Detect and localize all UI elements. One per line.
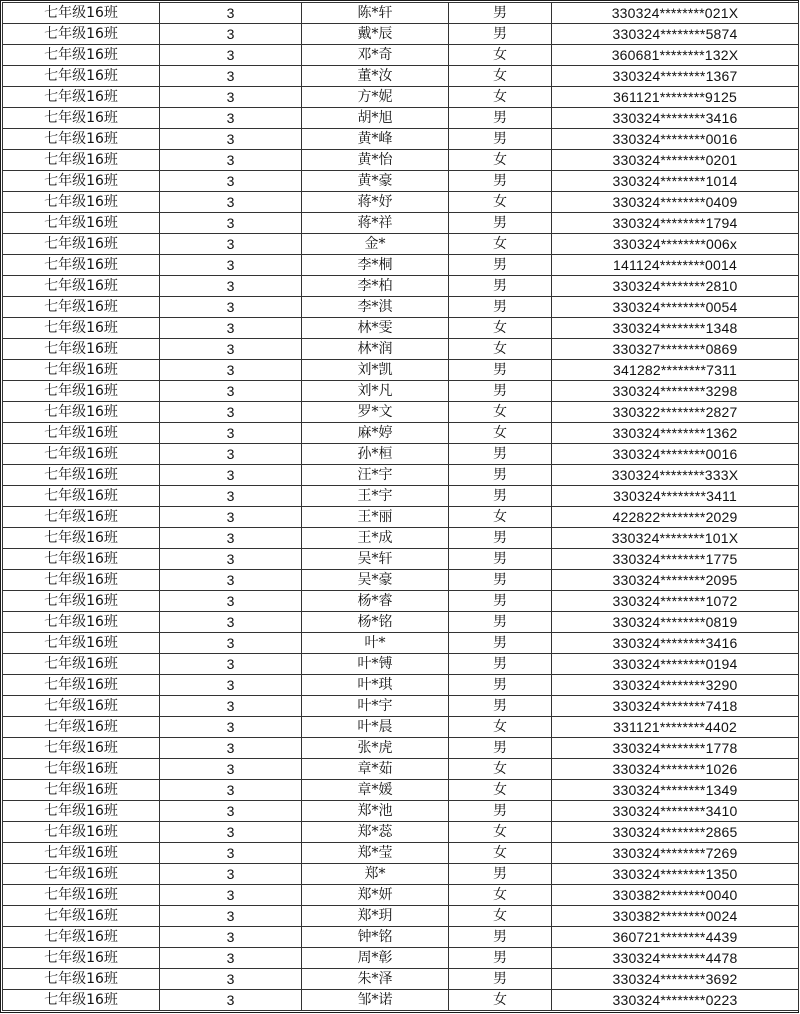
roster-body <box>3 3 799 1011</box>
id-number-cell: 330324********3290 <box>552 675 799 696</box>
id-number-cell: 330324********0819 <box>552 612 799 633</box>
student-name-cell: 叶*宇 <box>302 696 449 717</box>
id-number-cell: 422822********2029 <box>552 507 799 528</box>
gender-cell: 女 <box>449 906 552 927</box>
class-cell: 七年级16班 <box>3 87 160 108</box>
student-name-cell: 董*汝 <box>302 66 449 87</box>
class-cell: 七年级16班 <box>3 885 160 906</box>
student-name-cell: 朱*泽 <box>302 969 449 990</box>
grade-cell: 3 <box>160 612 302 633</box>
grade-cell: 3 <box>160 360 302 381</box>
grade-cell: 3 <box>160 696 302 717</box>
gender-cell: 男 <box>449 297 552 318</box>
student-name-cell: 黄*峰 <box>302 129 449 150</box>
student-name-cell: 杨*铭 <box>302 612 449 633</box>
table-row <box>3 192 799 213</box>
class-cell: 七年级16班 <box>3 738 160 759</box>
table-row <box>3 129 799 150</box>
class-cell: 七年级16班 <box>3 381 160 402</box>
id-number-cell: 330324********1349 <box>552 780 799 801</box>
grade-cell: 3 <box>160 171 302 192</box>
table-row <box>3 66 799 87</box>
grade-cell: 3 <box>160 87 302 108</box>
student-name-cell: 邹*诺 <box>302 990 449 1011</box>
id-number-cell: 330324********1775 <box>552 549 799 570</box>
class-cell: 七年级16班 <box>3 528 160 549</box>
class-cell: 七年级16班 <box>3 843 160 864</box>
class-cell: 七年级16班 <box>3 108 160 129</box>
student-name-cell: 王*宇 <box>302 486 449 507</box>
id-number-cell: 330324********1072 <box>552 591 799 612</box>
student-name-cell: 张*虎 <box>302 738 449 759</box>
class-cell: 七年级16班 <box>3 3 160 24</box>
grade-cell: 3 <box>160 150 302 171</box>
gender-cell: 男 <box>449 276 552 297</box>
gender-cell: 男 <box>449 969 552 990</box>
table-row <box>3 297 799 318</box>
gender-cell: 女 <box>449 843 552 864</box>
student-name-cell: 叶*镈 <box>302 654 449 675</box>
gender-cell: 男 <box>449 171 552 192</box>
id-number-cell: 330324********1367 <box>552 66 799 87</box>
student-name-cell: 叶*琪 <box>302 675 449 696</box>
class-cell: 七年级16班 <box>3 402 160 423</box>
gender-cell: 男 <box>449 3 552 24</box>
id-number-cell: 330324********1778 <box>552 738 799 759</box>
student-name-cell: 麻*婷 <box>302 423 449 444</box>
student-name-cell: 郑*玥 <box>302 906 449 927</box>
gender-cell: 男 <box>449 675 552 696</box>
grade-cell: 3 <box>160 381 302 402</box>
gender-cell: 女 <box>449 717 552 738</box>
table-row <box>3 990 799 1011</box>
grade-cell: 3 <box>160 591 302 612</box>
class-cell: 七年级16班 <box>3 822 160 843</box>
id-number-cell: 330382********0040 <box>552 885 799 906</box>
grade-cell: 3 <box>160 948 302 969</box>
grade-cell: 3 <box>160 927 302 948</box>
grade-cell: 3 <box>160 843 302 864</box>
grade-cell: 3 <box>160 318 302 339</box>
student-name-cell: 李*柏 <box>302 276 449 297</box>
id-number-cell: 330382********0024 <box>552 906 799 927</box>
class-cell: 七年级16班 <box>3 507 160 528</box>
table-row <box>3 633 799 654</box>
student-name-cell: 王*成 <box>302 528 449 549</box>
gender-cell: 女 <box>449 192 552 213</box>
grade-cell: 3 <box>160 780 302 801</box>
table-row <box>3 402 799 423</box>
id-number-cell: 360681********132X <box>552 45 799 66</box>
id-number-cell: 330324********3411 <box>552 486 799 507</box>
table-row <box>3 507 799 528</box>
gender-cell: 男 <box>449 948 552 969</box>
gender-cell: 女 <box>449 885 552 906</box>
gender-cell: 女 <box>449 339 552 360</box>
table-row <box>3 612 799 633</box>
id-number-cell: 330324********3410 <box>552 801 799 822</box>
id-number-cell: 341282********7311 <box>552 360 799 381</box>
grade-cell: 3 <box>160 633 302 654</box>
class-cell: 七年级16班 <box>3 66 160 87</box>
class-cell: 七年级16班 <box>3 444 160 465</box>
gender-cell: 男 <box>449 528 552 549</box>
class-cell: 七年级16班 <box>3 591 160 612</box>
gender-cell: 女 <box>449 822 552 843</box>
id-number-cell: 330324********3416 <box>552 108 799 129</box>
table-row <box>3 171 799 192</box>
gender-cell: 女 <box>449 87 552 108</box>
gender-cell: 男 <box>449 927 552 948</box>
class-cell: 七年级16班 <box>3 213 160 234</box>
grade-cell: 3 <box>160 297 302 318</box>
id-number-cell: 330322********2827 <box>552 402 799 423</box>
id-number-cell: 330324********0223 <box>552 990 799 1011</box>
table-row <box>3 360 799 381</box>
class-cell: 七年级16班 <box>3 570 160 591</box>
student-name-cell: 郑*莹 <box>302 843 449 864</box>
class-cell: 七年级16班 <box>3 297 160 318</box>
table-row <box>3 843 799 864</box>
class-cell: 七年级16班 <box>3 423 160 444</box>
table-row <box>3 24 799 45</box>
student-name-cell: 林*润 <box>302 339 449 360</box>
gender-cell: 男 <box>449 129 552 150</box>
student-name-cell: 戴*辰 <box>302 24 449 45</box>
student-name-cell: 吴*豪 <box>302 570 449 591</box>
table-row <box>3 822 799 843</box>
table-row <box>3 801 799 822</box>
student-name-cell: 蒋*妤 <box>302 192 449 213</box>
grade-cell: 3 <box>160 24 302 45</box>
gender-cell: 男 <box>449 801 552 822</box>
student-roster-table <box>2 2 799 1011</box>
table-row <box>3 444 799 465</box>
gender-cell: 男 <box>449 696 552 717</box>
grade-cell: 3 <box>160 339 302 360</box>
grade-cell: 3 <box>160 675 302 696</box>
gender-cell: 男 <box>449 213 552 234</box>
table-row <box>3 234 799 255</box>
gender-cell: 女 <box>449 759 552 780</box>
grade-cell: 3 <box>160 822 302 843</box>
class-cell: 七年级16班 <box>3 129 160 150</box>
grade-cell: 3 <box>160 255 302 276</box>
id-number-cell: 330324********2865 <box>552 822 799 843</box>
class-cell: 七年级16班 <box>3 339 160 360</box>
table-row <box>3 906 799 927</box>
student-name-cell: 钟*铭 <box>302 927 449 948</box>
class-cell: 七年级16班 <box>3 486 160 507</box>
gender-cell: 女 <box>449 990 552 1011</box>
gender-cell: 男 <box>449 465 552 486</box>
id-number-cell: 330327********0869 <box>552 339 799 360</box>
table-row <box>3 864 799 885</box>
student-name-cell: 孙*桓 <box>302 444 449 465</box>
grade-cell: 3 <box>160 717 302 738</box>
class-cell: 七年级16班 <box>3 360 160 381</box>
table-row <box>3 549 799 570</box>
table-row <box>3 717 799 738</box>
id-number-cell: 330324********3298 <box>552 381 799 402</box>
table-row <box>3 591 799 612</box>
grade-cell: 3 <box>160 549 302 570</box>
gender-cell: 男 <box>449 108 552 129</box>
student-name-cell: 蒋*祥 <box>302 213 449 234</box>
grade-cell: 3 <box>160 66 302 87</box>
table-row <box>3 759 799 780</box>
grade-cell: 3 <box>160 108 302 129</box>
grade-cell: 3 <box>160 864 302 885</box>
gender-cell: 女 <box>449 507 552 528</box>
class-cell: 七年级16班 <box>3 255 160 276</box>
grade-cell: 3 <box>160 990 302 1011</box>
class-cell: 七年级16班 <box>3 234 160 255</box>
id-number-cell: 330324********1350 <box>552 864 799 885</box>
id-number-cell: 330324********3416 <box>552 633 799 654</box>
id-number-cell: 330324********333X <box>552 465 799 486</box>
table-row <box>3 3 799 24</box>
class-cell: 七年级16班 <box>3 633 160 654</box>
grade-cell: 3 <box>160 570 302 591</box>
class-cell: 七年级16班 <box>3 318 160 339</box>
table-row <box>3 465 799 486</box>
class-cell: 七年级16班 <box>3 948 160 969</box>
id-number-cell: 330324********1794 <box>552 213 799 234</box>
grade-cell: 3 <box>160 234 302 255</box>
gender-cell: 女 <box>449 318 552 339</box>
class-cell: 七年级16班 <box>3 465 160 486</box>
gender-cell: 男 <box>449 612 552 633</box>
class-cell: 七年级16班 <box>3 150 160 171</box>
gender-cell: 男 <box>449 381 552 402</box>
gender-cell: 男 <box>449 864 552 885</box>
student-name-cell: 叶*晨 <box>302 717 449 738</box>
class-cell: 七年级16班 <box>3 906 160 927</box>
id-number-cell: 330324********0409 <box>552 192 799 213</box>
student-name-cell: 章*茹 <box>302 759 449 780</box>
table-row <box>3 381 799 402</box>
id-number-cell: 330324********3692 <box>552 969 799 990</box>
class-cell: 七年级16班 <box>3 654 160 675</box>
id-number-cell: 330324********1348 <box>552 318 799 339</box>
class-cell: 七年级16班 <box>3 969 160 990</box>
gender-cell: 男 <box>449 591 552 612</box>
grade-cell: 3 <box>160 3 302 24</box>
student-name-cell: 胡*旭 <box>302 108 449 129</box>
id-number-cell: 330324********1362 <box>552 423 799 444</box>
student-name-cell: 章*媛 <box>302 780 449 801</box>
grade-cell: 3 <box>160 654 302 675</box>
student-name-cell: 罗*文 <box>302 402 449 423</box>
id-number-cell: 330324********4478 <box>552 948 799 969</box>
class-cell: 七年级16班 <box>3 549 160 570</box>
table-row <box>3 45 799 66</box>
grade-cell: 3 <box>160 969 302 990</box>
id-number-cell: 141124********0014 <box>552 255 799 276</box>
grade-cell: 3 <box>160 45 302 66</box>
id-number-cell: 330324********0016 <box>552 129 799 150</box>
student-name-cell: 郑*池 <box>302 801 449 822</box>
class-cell: 七年级16班 <box>3 192 160 213</box>
id-number-cell: 330324********1026 <box>552 759 799 780</box>
grade-cell: 3 <box>160 129 302 150</box>
table-row <box>3 423 799 444</box>
table-row <box>3 528 799 549</box>
table-row <box>3 927 799 948</box>
table-row <box>3 213 799 234</box>
class-cell: 七年级16班 <box>3 717 160 738</box>
id-number-cell: 330324********006x <box>552 234 799 255</box>
grade-cell: 3 <box>160 885 302 906</box>
gender-cell: 男 <box>449 24 552 45</box>
grade-cell: 3 <box>160 801 302 822</box>
table-row <box>3 570 799 591</box>
id-number-cell: 331121********4402 <box>552 717 799 738</box>
table-row <box>3 969 799 990</box>
student-name-cell: 李*淇 <box>302 297 449 318</box>
student-name-cell: 叶* <box>302 633 449 654</box>
student-name-cell: 郑* <box>302 864 449 885</box>
gender-cell: 女 <box>449 45 552 66</box>
class-cell: 七年级16班 <box>3 45 160 66</box>
table-row <box>3 87 799 108</box>
student-name-cell: 陈*轩 <box>302 3 449 24</box>
student-name-cell: 李*桐 <box>302 255 449 276</box>
class-cell: 七年级16班 <box>3 24 160 45</box>
table-row <box>3 696 799 717</box>
gender-cell: 女 <box>449 423 552 444</box>
table-row <box>3 654 799 675</box>
gender-cell: 男 <box>449 486 552 507</box>
gender-cell: 男 <box>449 444 552 465</box>
id-number-cell: 330324********0201 <box>552 150 799 171</box>
gender-cell: 男 <box>449 570 552 591</box>
student-name-cell: 林*雯 <box>302 318 449 339</box>
id-number-cell: 330324********021X <box>552 3 799 24</box>
gender-cell: 女 <box>449 66 552 87</box>
table-row <box>3 738 799 759</box>
grade-cell: 3 <box>160 402 302 423</box>
student-name-cell: 周*彰 <box>302 948 449 969</box>
grade-cell: 3 <box>160 276 302 297</box>
table-row <box>3 486 799 507</box>
table-row <box>3 339 799 360</box>
gender-cell: 女 <box>449 780 552 801</box>
student-name-cell: 方*妮 <box>302 87 449 108</box>
student-name-cell: 黄*怡 <box>302 150 449 171</box>
class-cell: 七年级16班 <box>3 612 160 633</box>
gender-cell: 男 <box>449 633 552 654</box>
student-name-cell: 黄*豪 <box>302 171 449 192</box>
id-number-cell: 330324********0054 <box>552 297 799 318</box>
table-row <box>3 276 799 297</box>
class-cell: 七年级16班 <box>3 675 160 696</box>
class-cell: 七年级16班 <box>3 990 160 1011</box>
table-row <box>3 318 799 339</box>
id-number-cell: 330324********2095 <box>552 570 799 591</box>
id-number-cell: 330324********0194 <box>552 654 799 675</box>
grade-cell: 3 <box>160 738 302 759</box>
class-cell: 七年级16班 <box>3 801 160 822</box>
grade-cell: 3 <box>160 465 302 486</box>
student-name-cell: 王*丽 <box>302 507 449 528</box>
gender-cell: 男 <box>449 654 552 675</box>
id-number-cell: 330324********7418 <box>552 696 799 717</box>
id-number-cell: 330324********7269 <box>552 843 799 864</box>
class-cell: 七年级16班 <box>3 927 160 948</box>
student-name-cell: 邓*奇 <box>302 45 449 66</box>
id-number-cell: 360721********4439 <box>552 927 799 948</box>
class-cell: 七年级16班 <box>3 171 160 192</box>
grade-cell: 3 <box>160 759 302 780</box>
grade-cell: 3 <box>160 906 302 927</box>
grade-cell: 3 <box>160 528 302 549</box>
table-row <box>3 948 799 969</box>
table-row <box>3 255 799 276</box>
grade-cell: 3 <box>160 486 302 507</box>
id-number-cell: 330324********101X <box>552 528 799 549</box>
table-row <box>3 108 799 129</box>
id-number-cell: 330324********5874 <box>552 24 799 45</box>
gender-cell: 男 <box>449 549 552 570</box>
student-name-cell: 吴*轩 <box>302 549 449 570</box>
gender-cell: 男 <box>449 738 552 759</box>
grade-cell: 3 <box>160 192 302 213</box>
student-name-cell: 郑*蕊 <box>302 822 449 843</box>
gender-cell: 男 <box>449 255 552 276</box>
gender-cell: 女 <box>449 150 552 171</box>
id-number-cell: 330324********1014 <box>552 171 799 192</box>
gender-cell: 女 <box>449 234 552 255</box>
student-name-cell: 汪*宇 <box>302 465 449 486</box>
table-row <box>3 885 799 906</box>
student-name-cell: 郑*妍 <box>302 885 449 906</box>
student-name-cell: 金* <box>302 234 449 255</box>
grade-cell: 3 <box>160 423 302 444</box>
table-row <box>3 675 799 696</box>
class-cell: 七年级16班 <box>3 696 160 717</box>
student-name-cell: 杨*睿 <box>302 591 449 612</box>
id-number-cell: 330324********2810 <box>552 276 799 297</box>
table-row <box>3 780 799 801</box>
student-name-cell: 刘*凡 <box>302 381 449 402</box>
class-cell: 七年级16班 <box>3 780 160 801</box>
grade-cell: 3 <box>160 507 302 528</box>
student-name-cell: 刘*凯 <box>302 360 449 381</box>
id-number-cell: 330324********0016 <box>552 444 799 465</box>
table-row <box>3 150 799 171</box>
grade-cell: 3 <box>160 213 302 234</box>
gender-cell: 男 <box>449 360 552 381</box>
class-cell: 七年级16班 <box>3 276 160 297</box>
gender-cell: 女 <box>449 402 552 423</box>
grade-cell: 3 <box>160 444 302 465</box>
class-cell: 七年级16班 <box>3 864 160 885</box>
id-number-cell: 361121********9125 <box>552 87 799 108</box>
class-cell: 七年级16班 <box>3 759 160 780</box>
